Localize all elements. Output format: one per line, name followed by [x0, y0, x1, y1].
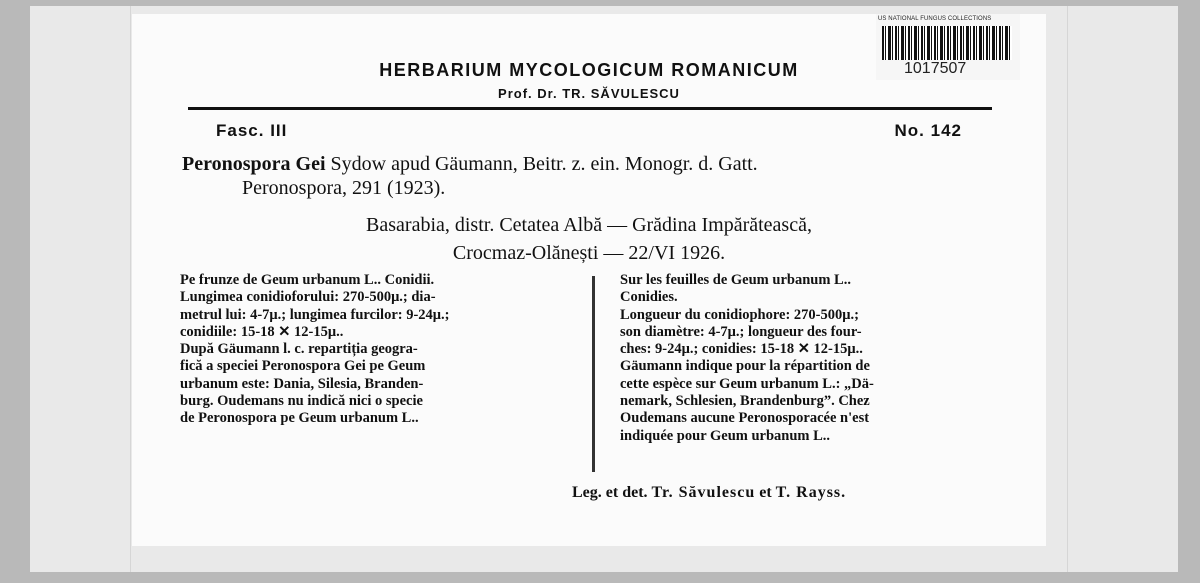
romanian-line: burg. Oudemans nu indică nici o specie	[180, 393, 423, 410]
romanian-line: metrul lui: 4-7μ.; lungimea furcilor: 9-24μ.;	[180, 306, 450, 323]
locality-line-2: Crocmaz-Olănești — 22/VI 1926.	[452, 242, 726, 264]
romanian-line: de Peronospora pe Geum urbanum L..	[180, 410, 419, 427]
specimen-label	[132, 14, 1046, 546]
envelope-fold-left	[30, 6, 131, 572]
french-description	[620, 272, 1012, 445]
romanian-description	[180, 272, 580, 428]
column-divider	[592, 276, 595, 472]
romanian-line: Pe frunze de Geum urbanum L.. Conidii.	[180, 272, 435, 288]
barcode-icon	[882, 26, 1012, 60]
collection-label: US NATIONAL FUNGUS COLLECTIONS	[878, 16, 992, 22]
locality-line-1: Basarabia, distr. Cetatea Albă — Grădina Impărătească,	[366, 214, 812, 236]
french-line: Conidies.	[620, 289, 678, 306]
barcode-number: 1017507	[904, 60, 967, 77]
french-line: Oudemans aucune Peronosporacée n'est	[620, 410, 870, 427]
french-line: indiquée pour Geum urbanum L..	[620, 427, 831, 444]
french-line: nemark, Schlesien, Brandenburg”. Chez	[620, 393, 870, 410]
french-line: ches: 9-24μ.; conidies: 15-18 ✕ 12-15μ..	[620, 341, 863, 358]
header-rule	[188, 107, 992, 110]
herbarium-subtitle: Prof. Dr. TR. SĂVULESCU	[498, 86, 680, 101]
romanian-line: Lungimea conidioforului: 270-500μ.; dia-	[180, 289, 436, 306]
species-citation-cont: Peronospora, 291 (1923).	[242, 177, 446, 199]
species-citation: Sydow apud Gäumann, Beitr. z. ein. Monogr. d. Gatt.	[330, 153, 758, 175]
romanian-line: urbanum este: Dania, Silesia, Branden-	[180, 375, 424, 392]
fascicle-number: Fasc. III	[216, 121, 288, 140]
french-line: Longueur du conidiophore: 270-500μ.;	[620, 306, 859, 323]
romanian-line: După Gäumann l. c. repartiția geogra-	[180, 341, 418, 358]
species-name: Peronospora Gei	[182, 153, 326, 175]
romanian-line: fică a speciei Peronospora Gei pe Geum	[180, 358, 426, 375]
specimen-number: No. 142	[894, 121, 962, 140]
french-line: cette espèce sur Geum urbanum L.: „Dä-	[620, 375, 874, 392]
french-line: Gäumann indique pour la répartition de	[620, 358, 870, 375]
collector-prefix: Leg. et det.	[572, 484, 648, 501]
barcode-sticker	[876, 14, 1020, 80]
romanian-line: conidiile: 15-18 ✕ 12-15μ..	[180, 323, 344, 340]
french-line: son diamètre: 4-7μ.; longueur des four-	[620, 323, 862, 340]
collector-joiner: et	[759, 484, 772, 501]
envelope-fold-right	[1067, 6, 1178, 572]
collector-name-2: T. Rayss.	[775, 484, 847, 501]
french-line: Sur les feuilles de Geum urbanum L..	[620, 272, 851, 288]
collector-line	[572, 484, 846, 502]
herbarium-title: HERBARIUM MYCOLOGICUM ROMANICUM	[379, 60, 799, 80]
species-line	[182, 152, 758, 176]
collector-name-1: Tr. Săvulescu	[651, 484, 756, 501]
